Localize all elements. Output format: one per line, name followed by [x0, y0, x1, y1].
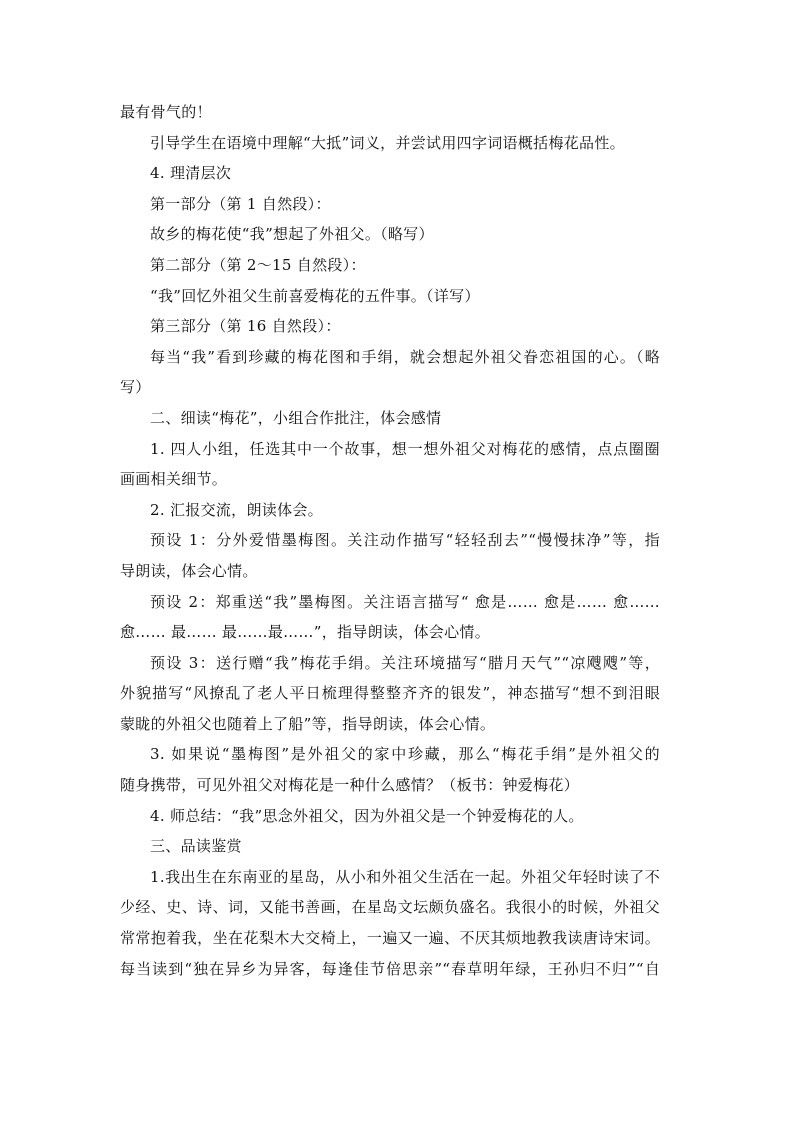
text-line: 每当读到“独在异乡为异客，每逢佳节倍思亲”“春草明年绿，王孙归不归”“自	[120, 959, 660, 978]
text-line: “我”回忆外祖父生前喜爱梅花的五件事。（详写）	[150, 286, 480, 305]
text-line: 画画相关细节。	[120, 470, 228, 489]
text-line: 引导学生在语境中理解“大抵”词义，并尝试用四字词语概括梅花品性。	[150, 133, 625, 152]
text-line: 第一部分（第 1 自然段）：	[150, 194, 331, 213]
text-line: 预设 1：分外爱惜墨梅图。关注动作描写“轻轻刮去”“慢慢抹净”等，指	[150, 531, 660, 550]
text-line: 3. 如果说“墨梅图”是外祖父的家中珍藏，那么“梅花手绢”是外祖父的	[150, 745, 660, 764]
text-line: 1.我出生在东南亚的星岛，从小和外祖父生活在一起。外祖父年轻时读了不	[150, 867, 660, 886]
text-line: 4. 理清层次	[150, 164, 232, 183]
text-line: 故乡的梅花使“我”想起了外祖父。（略写）	[150, 225, 434, 244]
text-line: 常常抱着我，坐在花梨木大交椅上，一遍又一遍、不厌其烦地教我读唐诗宋词。	[120, 929, 660, 948]
text-line: 每当“我”看到珍藏的梅花图和手绢，就会想起外祖父眷恋祖国的心。（略	[150, 347, 660, 366]
text-line: 少经、史、诗、词，又能书善画，在星岛文坛颇负盛名。我很小的时候，外祖父	[120, 898, 660, 917]
text-line: 第三部分（第 16 自然段）：	[150, 317, 341, 336]
document-body	[120, 97, 660, 984]
text-line: 愈…… 最…… 最……最……”，指导朗读，体会心情。	[120, 623, 491, 642]
text-line: 外貌描写“风撩乱了老人平日梳理得整整齐齐的银发”，神态描写“想不到泪眼	[120, 684, 660, 703]
text-line: 4. 师总结：“我”思念外祖父，因为外祖父是一个钟爱梅花的人。	[150, 806, 584, 825]
text-line: 三、品读鉴赏	[150, 837, 242, 856]
text-line: 随身携带，可见外祖父对梅花是一种什么感情？（板书：钟爱梅花）	[120, 776, 580, 795]
text-line: 最有骨气的！	[120, 103, 212, 121]
text-line: 1. 四人小组，任选其中一个故事，想一想外祖父对梅花的感情，点点圈圈	[150, 439, 660, 458]
text-line: 第二部分（第 2～15 自然段）：	[150, 255, 366, 274]
text-line: 预设 2：郑重送“我”墨梅图。关注语言描写“ 愈是…… 愈是…… 愈……	[150, 592, 660, 611]
text-line: 预设 3：送行赠“我”梅花手绢。关注环境描写“腊月天气”“凉飕飕”等，	[150, 653, 660, 672]
text-line: 导朗读，体会心情。	[120, 561, 258, 580]
text-line: 蒙眬的外祖父也随着上了船”等，指导朗读，体会心情。	[120, 714, 496, 733]
text-line: 2. 汇报交流，朗读体会。	[150, 500, 323, 519]
text-line: 写）	[120, 378, 151, 397]
text-line: 二、细读“梅花”，小组合作批注，体会感情	[150, 408, 442, 427]
